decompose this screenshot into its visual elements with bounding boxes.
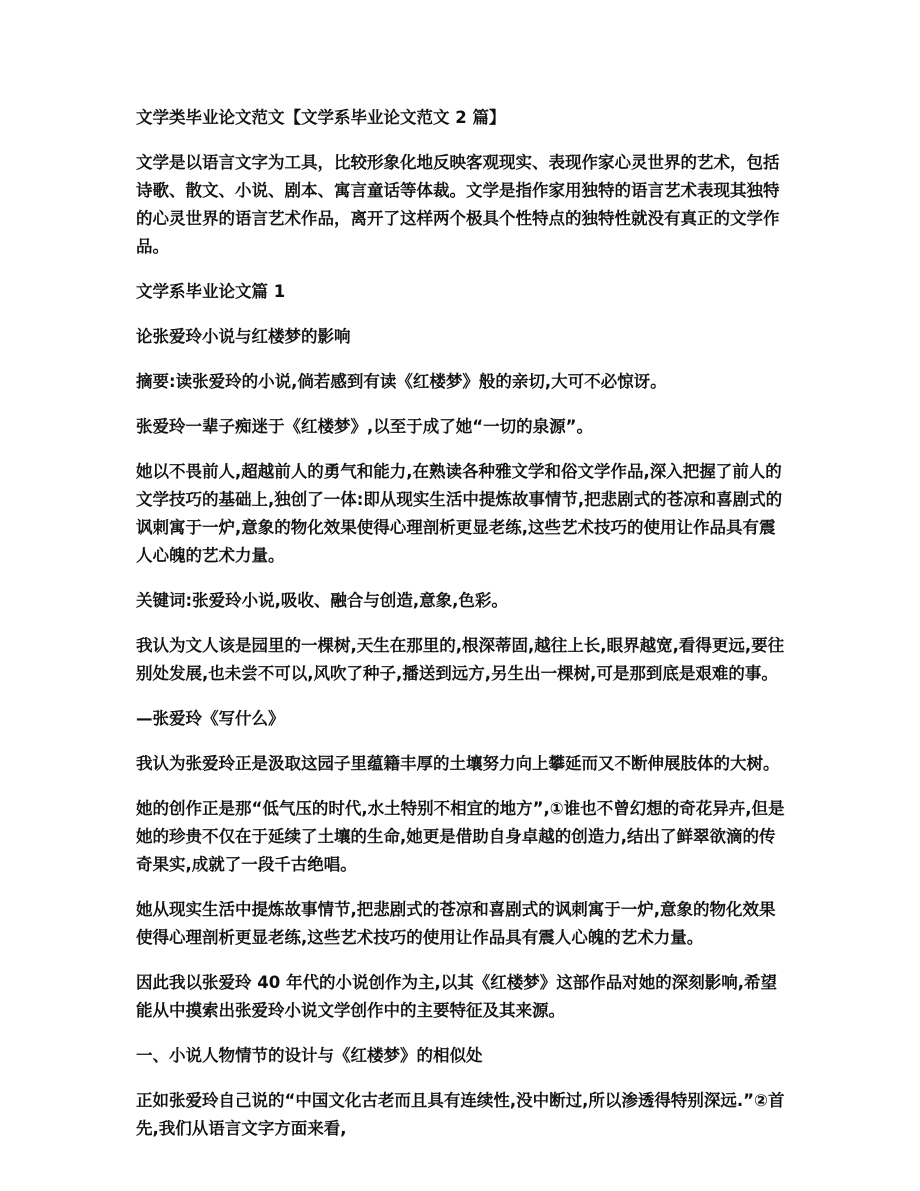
section-heading: 文学系毕业论文篇 1	[136, 282, 286, 301]
paragraph: 张爱玲一辈子痴迷于《红楼梦》,以至于成了她“一切的泉源”。	[136, 417, 593, 436]
paragraph: 她从现实生活中提炼故事情节,把悲剧式的苍凉和喜剧式的讽刺寓于一炉,意象的物化效果使得心理剖析更显老练,这些艺术技巧的使用让作品具有震人心魄的艺术力量。	[136, 900, 776, 947]
paragraph-intro: 文学是以语言文字为工具，比较形象化地反映客观现实、表现作家心灵世界的艺术，包括诗歌、散文、小说、剧本、寓言童话等体裁。文学是指作家用独特的语言艺术表现其独特的心灵世界的语言艺术作品，离开了这样两个极具个性特点的独特性就没有真正的文学作品。	[136, 153, 780, 256]
chapter-heading: 一、小说人物情节的设计与《红楼梦》的相似处	[136, 1046, 483, 1065]
paragraph: 因此我以张爱玲 40 年代的小说创作为主,以其《红楼梦》这部作品对她的深刻影响,希望能从中摸索出张爱玲小说文学创作中的主要特征及其来源。	[136, 973, 777, 1020]
paragraph: 正如张爱玲自己说的“中国文化古老而且具有连续性,没中断过,所以渗透得特别深远.”②首先,我们从语言文字方面来看,	[136, 1091, 785, 1138]
document-title: 文学类毕业论文范文【文学系毕业论文范文 2 篇】	[136, 108, 506, 127]
abstract-paragraph: 摘要:读张爱玲的小说,倘若感到有读《红楼梦》般的亲切,大可不必惊讶。	[136, 372, 667, 391]
keywords-paragraph: 关键词:张爱玲小说,吸收、融合与创造,意象,色彩。	[136, 591, 508, 610]
paragraph: 她的创作正是那“低气压的时代,水土特别不相宜的地方”,①谁也不曾幻想的奇花异卉,但是她的珍贵不仅在于延续了土壤的生命,她更是借助自身卓越的创造力,结出了鲜翠欲滴的传奇果实,成就了一段千古绝唱。	[136, 799, 785, 874]
quote-attribution: —张爱玲《写什么》	[136, 709, 285, 728]
paragraph: 我认为张爱玲正是汲取这园子里蕴籍丰厚的土壤努力向上攀延而又不断伸展肢体的大树。	[136, 754, 780, 773]
paragraph: 她以不畏前人,超越前人的勇气和能力,在熟读各种雅文学和俗文学作品,深入把握了前人的文学技巧的基础上,独创了一体:即从现实生活中提炼故事情节,把悲剧式的苍凉和喜剧式的讽刺寓于一炉,意象的物化效果使得心理剖析更显老练,这些艺术技巧的使用让作品具有震人心魄的艺术力量。	[136, 462, 783, 565]
document-body	[136, 104, 786, 1160]
essay-title: 论张爱玲小说与红楼梦的影响	[136, 327, 351, 346]
quote-paragraph: 我认为文人该是园里的一棵树,天生在那里的,根深蒂固,越往上长,眼界越宽,看得更远,要往别处发展,也未尝不可以,风吹了种子,播送到远方,另生出一棵树,可是那到底是艰难的事。	[136, 636, 785, 683]
